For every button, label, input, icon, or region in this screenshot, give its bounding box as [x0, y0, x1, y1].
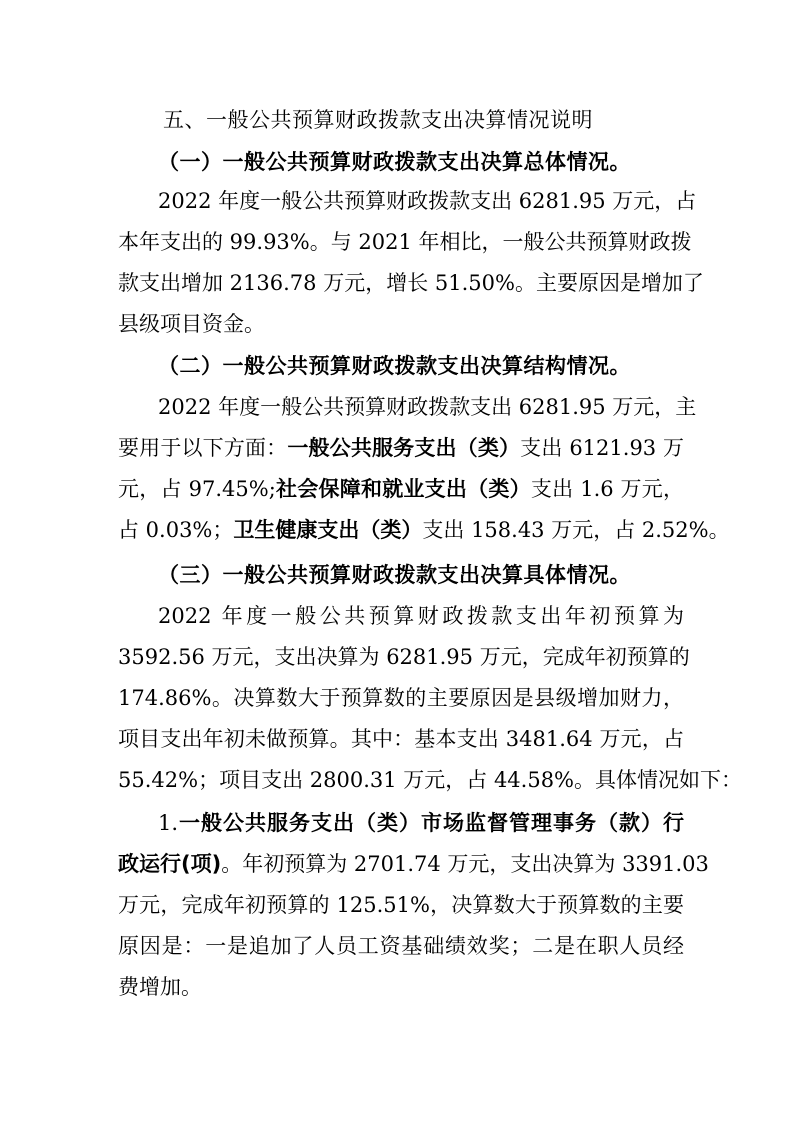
section-1-line-1: 2022 年度一般公共预算财政拨款支出 6281.95 万元，占 [158, 189, 697, 213]
section-3-title: （三）一般公共预算财政拨款支出决算具体情况。 [158, 563, 631, 587]
section-2-line-2-c: 支出 6121.93 万 [520, 436, 685, 460]
section-2-line-4-a: 占 0.03%； [118, 518, 234, 542]
section-1-line-4: 县级项目资金。 [118, 312, 265, 336]
section-1-line-3: 款支出增加 2136.78 万元，增长 51.50%。主要原因是增加了 [118, 271, 704, 295]
section-3-line-3: 174.86%。决算数大于预算数的主要原因是县级增加财力， [118, 686, 684, 710]
section-2-line-1: 2022 年度一般公共预算财政拨款支出 6281.95 万元，主 [158, 395, 697, 419]
section-1-title: （一）一般公共预算财政拨款支出决算总体情况。 [158, 150, 631, 174]
main-heading: 五、一般公共预算财政拨款支出决算情况说明 [163, 108, 593, 132]
category-general-public-services: 一般公共服务支出（类） [287, 436, 521, 460]
section-3-line-5: 55.42%；项目支出 2800.31 万元，占 44.58%。具体情况如下： [118, 768, 743, 792]
section-2-line-3-a: 元，占 97.45%; [118, 477, 276, 501]
section-2-line-3-c: 支出 1.6 万元， [530, 477, 685, 501]
category-social-security: 社会保障和就业支出（类） [275, 477, 531, 501]
item-1-line-2 [118, 852, 709, 876]
item-1-line-1 [158, 811, 684, 835]
category-health: 卫生健康支出（类） [233, 518, 423, 542]
section-2-line-2 [118, 436, 684, 460]
section-3-line-2: 3592.56 万元，支出决算为 6281.95 万元，完成年初预算的 [118, 645, 690, 669]
section-2-line-2-a: 要用于以下方面： [118, 436, 288, 460]
item-1-line-2-text: 。年初预算为 2701.74 万元，支出决算为 3391.03 [221, 852, 709, 876]
item-1-line-5: 费增加。 [118, 975, 202, 999]
item-1-heading-cont: 政运行(项) [118, 852, 222, 876]
item-1-number: 1. [158, 811, 179, 835]
section-1-line-2: 本年支出的 99.93%。与 2021 年相比，一般公共预算财政拨 [118, 230, 692, 254]
item-1-line-4: 原因是：一是追加了人员工资基础绩效奖；二是在职人员经 [118, 934, 684, 958]
section-2-line-4-c: 支出 158.43 万元，占 2.52%。 [422, 518, 730, 542]
section-2-title: （二）一般公共预算财政拨款支出决算结构情况。 [158, 354, 631, 378]
section-3-line-1: 2022 年度一般公共预算财政拨款支出年初预算为 [158, 604, 684, 628]
item-1-heading: 一般公共服务支出（类）市场监督管理事务（款）行 [178, 811, 684, 835]
section-3-line-4: 项目支出年初未做预算。其中：基本支出 3481.64 万元，占 [118, 727, 684, 751]
item-1-line-3: 万元，完成年初预算的 125.51%，决算数大于预算数的主要 [118, 893, 684, 917]
section-2-line-3 [118, 477, 684, 501]
section-2-line-4 [118, 518, 730, 542]
